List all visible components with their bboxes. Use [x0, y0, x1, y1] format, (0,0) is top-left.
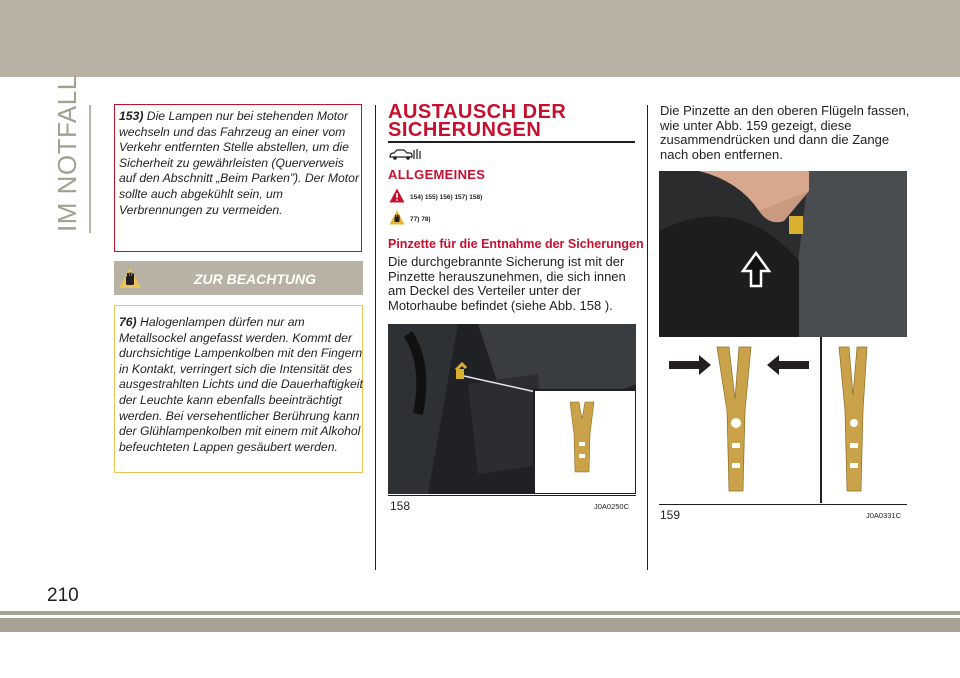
chapter-side-rule — [89, 105, 91, 233]
figure-159-image — [659, 171, 907, 503]
danger-icon — [389, 188, 405, 203]
bottom-band — [0, 618, 960, 632]
caution-refs: 77) 78) — [410, 216, 431, 223]
note-text — [119, 315, 363, 455]
figure-158-rule — [388, 495, 636, 496]
note-ref: 76) — [119, 315, 137, 329]
car-icon — [388, 147, 422, 161]
caution-icon — [389, 210, 405, 225]
figure-158-code: J0A0250C — [594, 502, 630, 511]
hand-warning-icon — [118, 267, 142, 289]
figure-158-number: 158 — [390, 499, 411, 513]
top-band — [0, 0, 960, 77]
section-title-rule — [388, 141, 635, 143]
bottom-band-thin — [0, 611, 960, 615]
note-title: ZUR BEACHTUNG — [193, 271, 317, 287]
section-title-line1: AUSTAUSCH DER — [388, 101, 567, 123]
tool-heading: Pinzette für die Entnahme der Sicherungen — [388, 237, 644, 251]
figure-159-rule — [659, 504, 907, 505]
danger-refs: 154) 155) 156) 157) 158) — [410, 194, 483, 201]
section-title-line2: SICHERUNGEN — [388, 119, 542, 141]
figure-158-image — [388, 324, 636, 494]
subsection-title: ALLGEMEINES — [388, 167, 486, 182]
figure-159-code: J0A0331C — [866, 511, 902, 520]
section-title — [388, 103, 566, 139]
page-number: 210 — [47, 585, 79, 606]
note-body: Halogenlampen dürfen nur am Metallsockel angefasst werden. Kommt der durchsichtige Lampenkolben mit den Fingern in Kontakt, verringert sich die Intensität des ausgestrahlten Lichts und die Dauerhaftigkeit der Leuchte kann ebenfalls beeinträchtigt werden. Bei versehentlicher Berührung kann der Glühlampenkolben mit einem mit Alkohol befeuchteten Lappen gesäubert werden. — [119, 315, 363, 454]
figure-159-number: 159 — [660, 508, 681, 522]
warning-ref: 153) — [119, 109, 144, 123]
chapter-side-label: IM NOTFALL — [52, 75, 82, 232]
middle-body-text: Die durchgebrannte Sicherung ist mit der Pinzette herauszunehmen, die sich innen am Deckel des Verteiler unter der Motorhaube befindet (siehe Abb. 158 ). — [388, 254, 626, 313]
right-body-text: Die Pinzette an den oberen Flügeln fassen, wie unter Abb. 159 gezeigt, diese zusammendrücken und dann die Zange nach oben entfernen. — [660, 103, 910, 162]
column-divider-right — [647, 105, 648, 570]
warning-body: Die Lampen nur bei stehenden Motor wechseln und das Fahrzeug an einer vom Verkehr entfernten Stelle abstellen, um die Sicherheit zu gewährleisten (Querverweis auf den Abschnitt „Beim Parken”). Der Motor sollte auch abgekühlt sein, um Verbrennungen zu vermeiden. — [119, 109, 360, 217]
warning-text — [119, 109, 363, 218]
column-divider-left — [375, 105, 376, 570]
